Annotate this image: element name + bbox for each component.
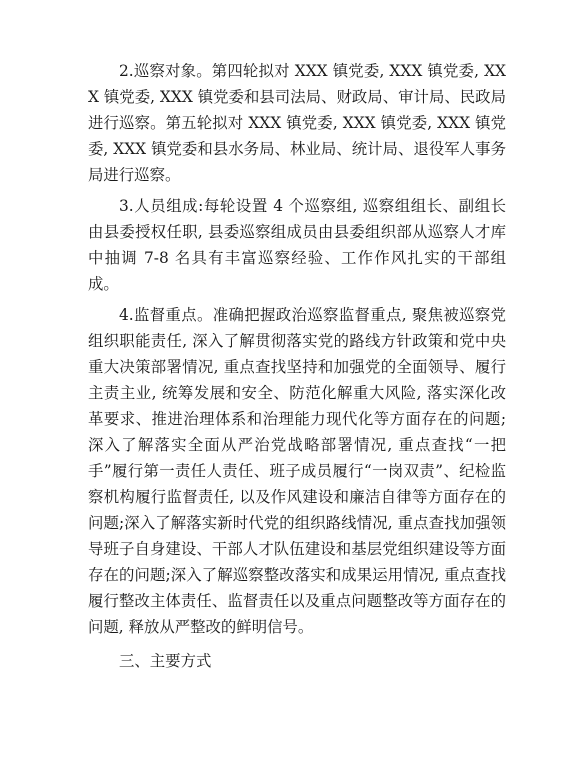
paragraph-supervision-focus: 4.监督重点。准确把握政治巡察监督重点, 聚焦被巡察党组织职能责任, 深入了解贯彻落实党的路线方针政策和党中央重大决策部署情况, 重点查找坚持和加强党的全面领导、履行主责主业, 统筹发展和安全、防范化解重大风险, 落实深化改革要求、推进治理体系和治理能力现代化等方面存在的问题;深入了解落实全面从严治党战略部署情况, 重点查找“一把手”履行第一责任人责任、班子成员履行“一岗双责”、纪检监察机构履行监督责任, 以及作风建设和廉洁自律等方面存在的问题;深入了解落实新时代党的组织路线情况, 重点查找加强领导班子自身建设、干部人才队伍建设和基层党组织建设等方面存在的问题;深入了解巡察整改落实和成果运用情况, 重点查找履行整改主体责任、监督责任以及重点问题整改等方面存在的问题, 释放从严整改的鲜明信号。	[88, 306, 506, 636]
section-heading-main-methods: 三、主要方式	[119, 652, 212, 670]
paragraph-personnel-composition: 3.人员组成:每轮设置 4 个巡察组, 巡察组组长、副组长由县委授权任职, 县委巡察组成员由县委组织部从巡察人才库中抽调 7-8 名具有丰富巡察经验、工作作风扎实的干部组成。	[88, 197, 506, 293]
document-page	[88, 58, 506, 674]
paragraph-inspection-targets: 2.巡察对象。第四轮拟对 XXX 镇党委, XXX 镇党委, XXX 镇党委, XXX 镇党委和县司法局、财政局、审计局、民政局进行巡察。第五轮拟对 XXX 镇党委, XXX 镇党委, XXX 镇党委, XXX 镇党委和县水务局、林业局、统计局、退役军人事务局进行巡察。	[88, 62, 506, 184]
